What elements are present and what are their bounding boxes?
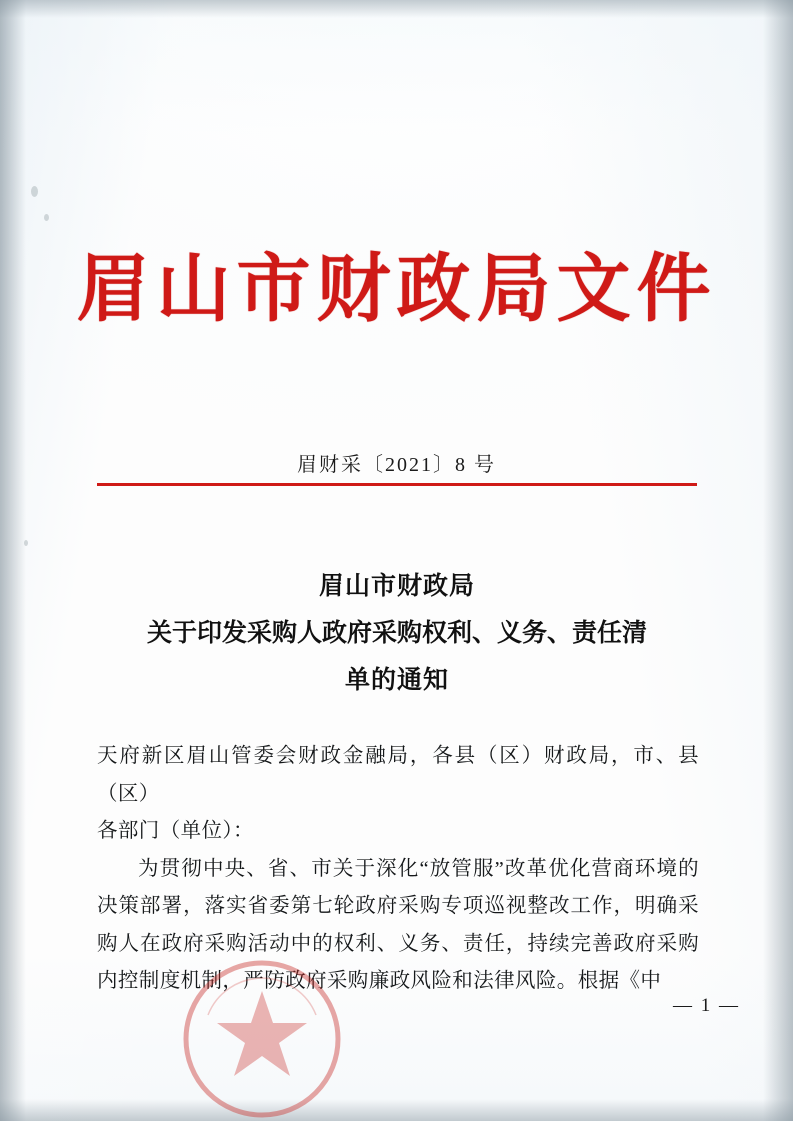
page-number: — 1 — xyxy=(673,995,740,1016)
addressee-line-1: 天府新区眉山管委会财政金融局，各县（区）财政局，市、县（区） xyxy=(97,745,699,805)
page-edge-shadow-top xyxy=(0,0,793,18)
document-body xyxy=(97,738,699,1001)
scan-speck xyxy=(44,214,49,221)
addressee-line-2: 各部门（单位）： xyxy=(97,820,254,842)
red-divider-rule xyxy=(97,483,697,486)
title-line-1: 眉山市财政局 xyxy=(318,571,475,600)
document-number: 眉财采〔2021〕8 号 xyxy=(297,454,496,476)
page-edge-shadow-left xyxy=(0,0,26,1121)
document-masthead: 眉山市财政局文件 xyxy=(76,246,717,332)
title-line-3: 单的通知 xyxy=(344,665,449,694)
scan-speck xyxy=(24,540,28,546)
body-paragraph-1: 为贯彻中央、省、市关于深化“放管服”改革优化营商环境的决策部署，落实省委第七轮政府采购专项巡视整改工作，明确采购人在政府采购活动中的权利、义务、责任，持续完善政府采购内控制度机制，严防政府采购廉政风险和法律风险。根据《中 xyxy=(97,857,699,992)
scan-speck xyxy=(31,186,38,197)
page-edge-shadow-right xyxy=(763,0,793,1121)
title-line-2: 关于印发采购人政府采购权利、义务、责任清 xyxy=(146,618,647,647)
page-edge-shadow-bottom xyxy=(0,1099,793,1121)
document-title xyxy=(96,562,698,703)
